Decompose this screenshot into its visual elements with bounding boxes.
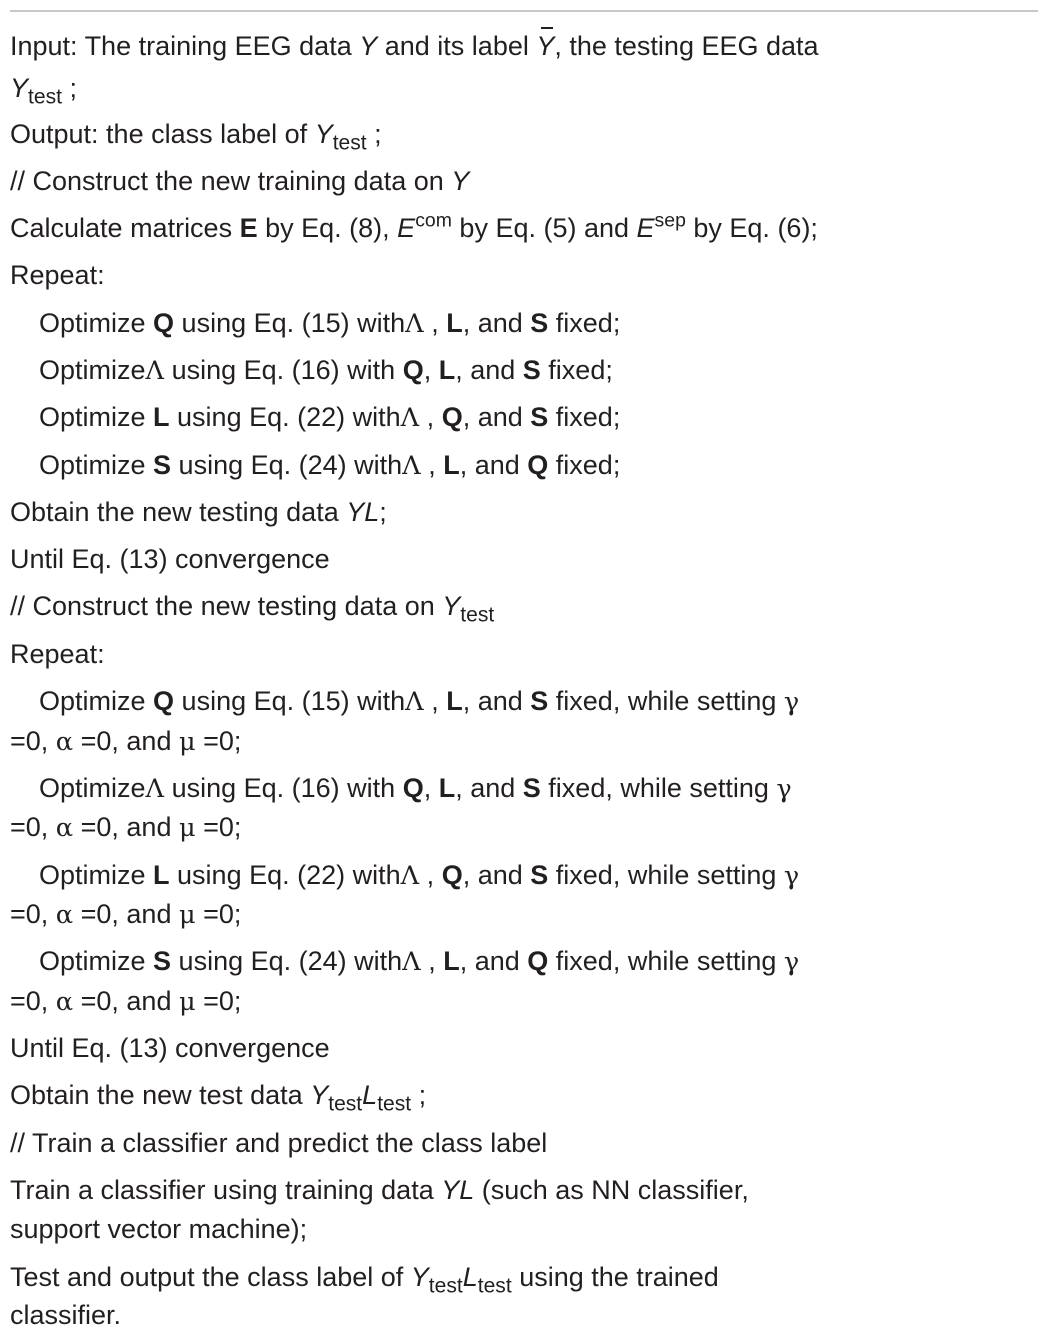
test-step-params: =0, α =0, and μ =0; <box>10 812 242 843</box>
test-step-optimize-l: Optimize L using Eq. (22) withΛ , Q, and S fixed, while setting γ <box>39 860 800 891</box>
test-step-optimize-lambda: OptimizeΛ using Eq. (16) with Q, L, and S fixed, while setting γ <box>39 773 792 804</box>
step-optimize-s: Optimize S using Eq. (24) withΛ , L, and Q fixed; <box>39 450 621 481</box>
test-step-params: =0, α =0, and μ =0; <box>10 726 242 757</box>
train-classifier-cont: support vector machine); <box>10 1214 308 1244</box>
until-line: Until Eq. (13) convergence <box>10 544 330 574</box>
comment-construct-training: // Construct the new training data on Y <box>10 166 470 196</box>
test-output-line: Test and output the class label of $Y_{test}L_{test}$ using the trained <box>10 1262 719 1298</box>
comment-classifier: // Train a classifier and predict the class label <box>10 1128 548 1158</box>
top-rule <box>10 10 1038 12</box>
step-optimize-q: Optimize Q using Eq. (15) withΛ , L, and S fixed; <box>39 308 621 339</box>
test-output-cont: classifier. <box>10 1300 122 1330</box>
test-step-optimize-q: Optimize Q using Eq. (15) withΛ , L, and S fixed, while setting γ <box>39 686 800 717</box>
step-optimize-lambda: OptimizeΛ using Eq. (16) with Q, L, and S fixed; <box>39 355 613 386</box>
step-optimize-l: Optimize L using Eq. (22) withΛ , Q, and S fixed; <box>39 402 621 433</box>
y-bar-symbol: Y <box>536 30 554 62</box>
test-step-params: =0, α =0, and μ =0; <box>10 899 242 930</box>
input-line: Input: The training EEG data Y and its label Y , the testing EEG data <box>10 30 819 62</box>
obtain-training-line: Obtain the new testing data YL; <box>10 497 387 527</box>
obtain-test-line: Obtain the new test data $Y_{test}L_{test}$ ; <box>10 1080 427 1116</box>
repeat-label-2: Repeat: <box>10 639 105 669</box>
train-classifier-line: Train a classifier using training data YL (such as NN classifier, <box>10 1175 749 1205</box>
comment-construct-testing: // Construct the new testing data on $Y_{test}$ <box>10 591 495 627</box>
output-line: Output: the class label of $Y_{test}$ ; <box>10 119 382 155</box>
test-step-params: =0, α =0, and μ =0; <box>10 986 242 1017</box>
calculate-line: Calculate matrices E by Eq. (8), $E^{com}$ by Eq. (5) and $E^{sep}$ by Eq. (6); <box>10 209 818 243</box>
test-step-optimize-s: Optimize S using Eq. (24) withΛ , L, and Q fixed, while setting γ <box>39 946 800 977</box>
repeat-label: Repeat: <box>10 260 105 290</box>
input-line-cont: $Y_{test}$ ; <box>10 73 77 109</box>
until-line-2: Until Eq. (13) convergence <box>10 1033 330 1063</box>
